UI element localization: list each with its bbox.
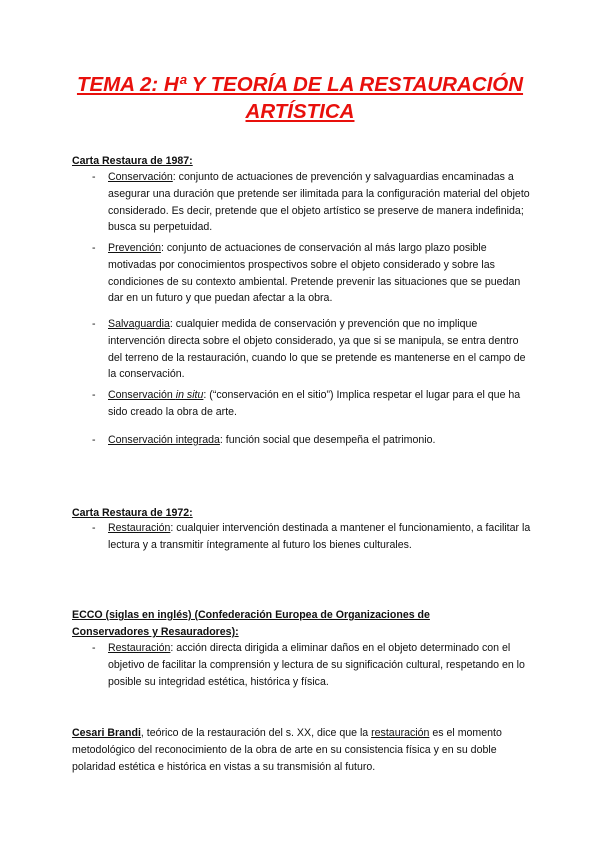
author-name: Cesari Brandi	[72, 727, 141, 739]
term: Restauración	[108, 522, 171, 534]
definition: : (“conservación en el sitio”) Implica respetar el lugar para el que ha sido creado la obra de arte.	[108, 389, 521, 418]
bullet-dash: -	[92, 434, 96, 446]
term: restauración	[371, 727, 430, 739]
term: Conservación	[108, 389, 176, 401]
bullet-dash: -	[92, 242, 96, 254]
bullet-dash: -	[92, 389, 96, 401]
bullet-dash: -	[92, 318, 96, 330]
term: Prevención	[108, 242, 161, 254]
brandi-paragraph	[72, 725, 528, 775]
definition: : conjunto de actuaciones de conservación al más largo plazo posible motivadas por conocimientos prospectivos sobre el objeto considerado y sobre las condiciones de su contexto ambiental. Pretende prevenir las situaciones que se puedan dar en un futuro y que puedan afectar a la obra.	[108, 242, 521, 305]
section-heading: Carta Restaura de 1972:	[72, 507, 193, 519]
term: Conservación	[108, 171, 173, 183]
text: , teórico de la restauración del s. XX, dice que la	[140, 727, 372, 739]
term: Salvaguardia	[108, 318, 170, 330]
bullet-dash: -	[92, 522, 96, 534]
term: Restauración	[108, 642, 171, 654]
term: Conservación integrada	[108, 434, 220, 446]
title-line-2: ARTÍSTICA	[245, 100, 355, 123]
bullet-dash: -	[92, 171, 96, 183]
bullet-dash: -	[92, 642, 96, 654]
definition: : función social que desempeña el patrimonio.	[219, 434, 436, 446]
definition: : cualquier intervención destinada a mantener el funcionamiento, a facilitar la lectura y a transmitir íntegramente al futuro los bienes culturales.	[108, 522, 531, 551]
title-line-1: TEMA 2: Hª Y TEORÍA DE LA RESTAURACIÓN	[76, 73, 524, 96]
definition: : cualquier medida de conservación y prevención que no implique intervención directa sobre el objeto considerado, ya que si se manipula, se entra dentro del terreno de la restauración, cuando lo que se pretende es mantenerse en el campo de la conservación.	[108, 318, 526, 381]
term-italic: in situ	[175, 389, 204, 401]
section-heading: Carta Restaura de 1987:	[72, 155, 193, 167]
definition: : conjunto de actuaciones de prevención y salvaguardias encaminadas a asegurar una duración que pretende ser ilimitada para la configuración material del objeto considerado. Es decir, pretende que el objeto artístico se preserve de manera indefinida; busca su perpetuidad.	[108, 171, 530, 234]
definition: : acción directa dirigida a eliminar daños en el objeto determinado con el objetivo de facilitar la comprensión y lectura de su significación cultural, respetando en lo posible su integridad estética, histórica y física.	[108, 642, 525, 688]
section-heading: ECCO (siglas en inglés) (Confederación Europea de Organizaciones de Conservadores y Resauradores):	[72, 609, 430, 638]
text: es el momento metodológico del reconocimiento de la obra de arte en su consistencia física y en su doble polaridad estética e histórica en vistas a su transmisión al futuro.	[72, 727, 502, 773]
